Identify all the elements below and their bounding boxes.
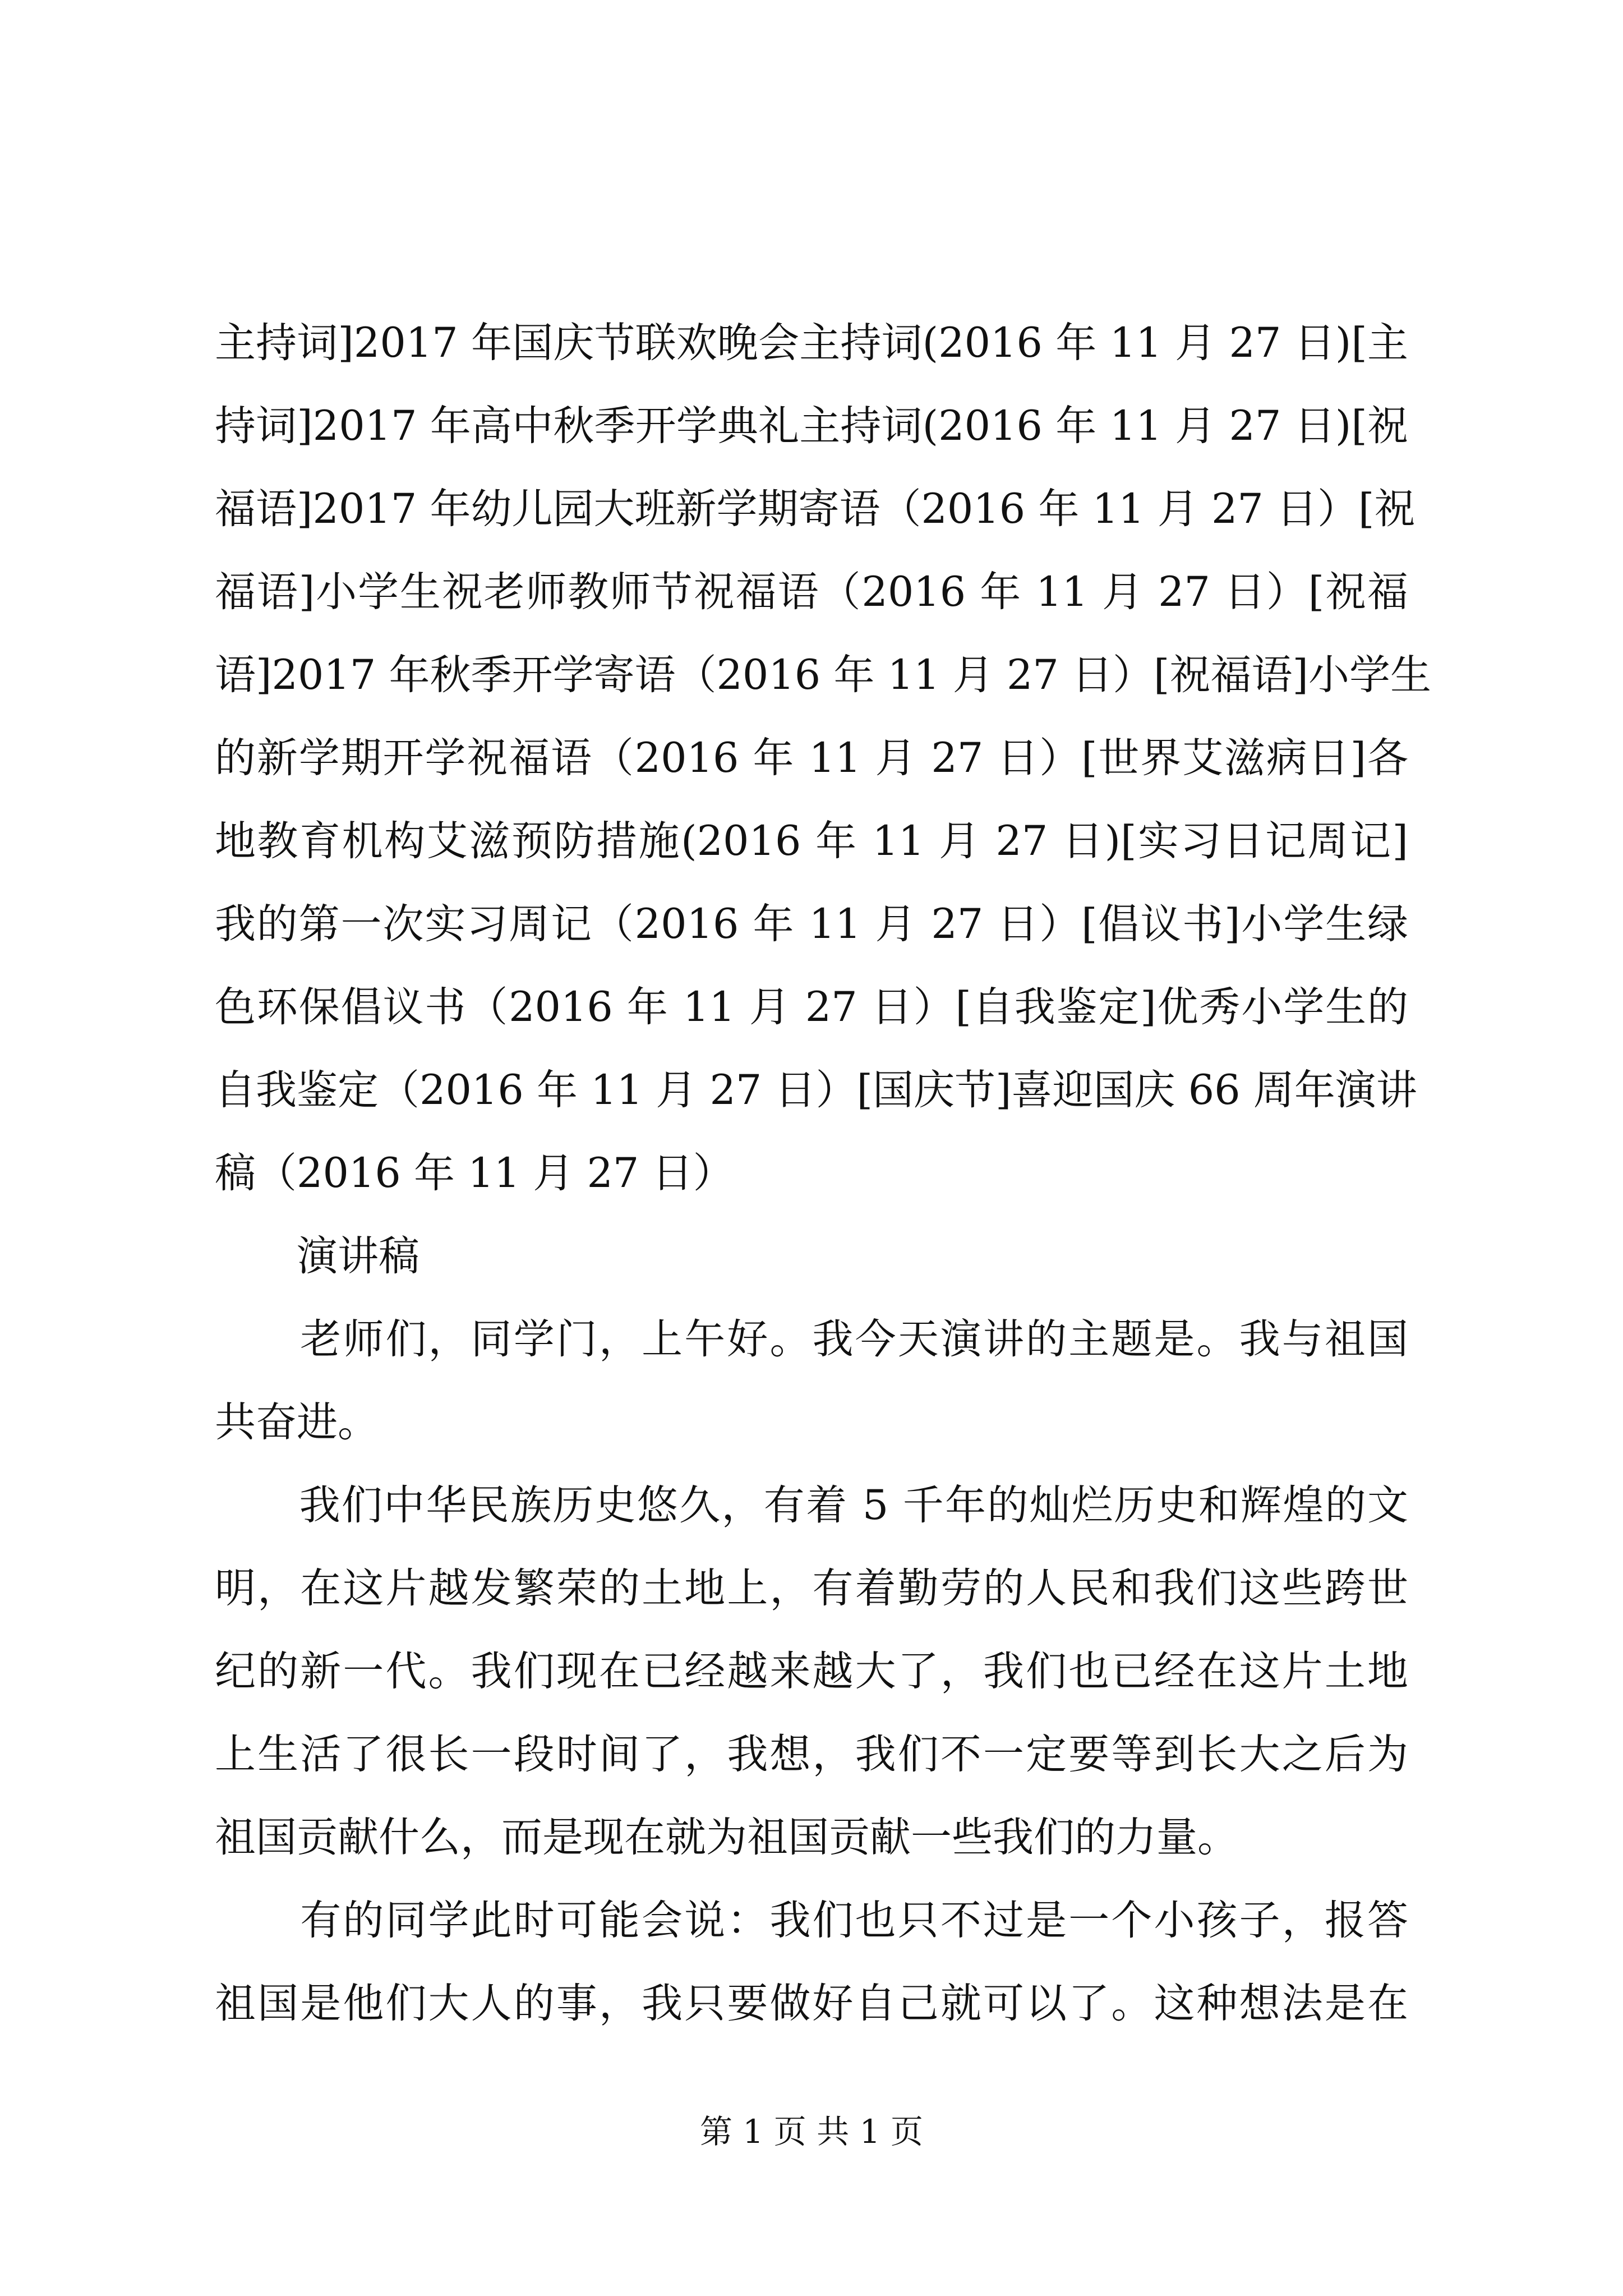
text-line: 福语]小学生祝老师教师节祝福语（2016 年 11 月 27 日）[祝福 xyxy=(215,568,1408,616)
text-line: 地教育机构艾滋预防措施(2016 年 11 月 27 日)[实习日记周记] xyxy=(215,817,1408,865)
text-line: 自我鉴定（2016 年 11 月 27 日）[国庆节]喜迎国庆 66 周年演讲 xyxy=(215,1066,1417,1114)
text-line: 主持词]2017 年国庆节联欢晚会主持词(2016 年 11 月 27 日)[主 xyxy=(215,319,1408,367)
section-heading: 演讲稿 xyxy=(215,1232,419,1280)
text-line: 福语]2017 年幼儿园大班新学期寄语（2016 年 11 月 27 日）[祝 xyxy=(215,485,1415,533)
text-line: 我的第一次实习周记（2016 年 11 月 27 日）[倡议书]小学生绿 xyxy=(215,900,1408,948)
text-line: 有的同学此时可能会说：我们也只不过是一个小孩子，报答 xyxy=(215,1897,1408,1944)
text-line: 的新学期开学祝福语（2016 年 11 月 27 日）[世界艾滋病日]各 xyxy=(215,734,1408,782)
text-line: 色环保倡议书（2016 年 11 月 27 日）[自我鉴定]优秀小学生的 xyxy=(215,983,1408,1031)
text-line: 持词]2017 年高中秋季开学典礼主持词(2016 年 11 月 27 日)[祝 xyxy=(215,402,1408,450)
page-footer: 第 1 页 共 1 页 xyxy=(700,2113,923,2151)
text-line: 明，在这片越发繁荣的土地上，有着勤劳的人民和我们这些跨世 xyxy=(215,1565,1408,1612)
text-line: 祖国是他们大人的事，我只要做好自己就可以了。这种想法是在 xyxy=(215,1980,1408,2027)
document-body xyxy=(215,302,1432,2045)
text-line: 纪的新一代。我们现在已经越来越大了，我们也已经在这片土地 xyxy=(215,1648,1408,1695)
text-line: 祖国贡献什么，而是现在就为祖国贡献一些我们的力量。 xyxy=(215,1814,1238,1861)
text-line: 稿（2016 年 11 月 27 日） xyxy=(215,1149,734,1197)
text-line: 我们中华民族历史悠久，有着 5 千年的灿烂历史和辉煌的文 xyxy=(215,1481,1408,1529)
text-line: 上生活了很长一段时间了，我想，我们不一定要等到长大之后为 xyxy=(215,1731,1408,1778)
text-line: 共奋进。 xyxy=(215,1398,379,1446)
text-line: 语]2017 年秋季开学寄语（2016 年 11 月 27 日）[祝福语]小学生 xyxy=(215,651,1432,699)
text-line: 老师们，同学门，上午好。我今天演讲的主题是。我与祖国 xyxy=(215,1315,1408,1363)
